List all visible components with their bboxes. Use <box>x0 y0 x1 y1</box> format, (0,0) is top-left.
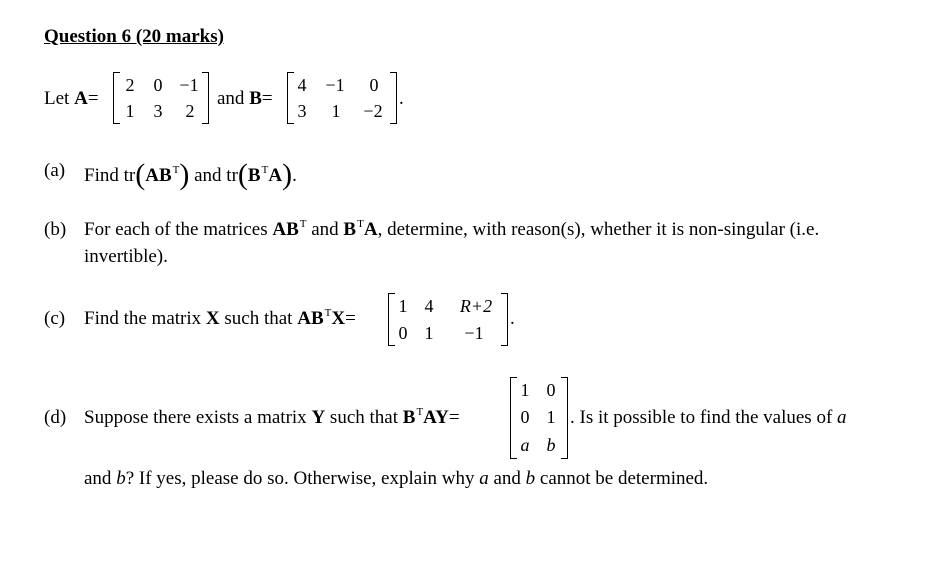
part-d-text3: . Is it possible to find the values of <box>570 407 833 428</box>
part-d-text-after <box>570 407 847 429</box>
matrix-d-cell: b <box>546 435 556 455</box>
b-symbol: B <box>247 165 261 186</box>
trace-text: tr <box>123 165 136 186</box>
part-d-text <box>84 407 460 429</box>
transpose-sup: T <box>299 218 307 230</box>
matrix-d <box>510 377 568 459</box>
equals-sign: = <box>87 88 99 109</box>
matrix-c-cell: −1 <box>464 323 484 343</box>
part-d-line2-1: and <box>84 468 112 489</box>
period: . <box>292 165 297 186</box>
equals-sign: = <box>261 88 273 109</box>
and-text: and <box>311 219 339 240</box>
part-b-text2: , determine, with reason(s), whether it is non-singular (i.e. <box>377 219 820 240</box>
part-b-label: (b) <box>44 219 67 240</box>
ab-symbol: AB <box>145 165 172 186</box>
matrix-a-cell: 1 <box>125 101 135 121</box>
matrix-d-cell: 1 <box>520 380 530 400</box>
matrix-a-cell: 3 <box>153 101 163 121</box>
var-b: b <box>116 468 126 489</box>
matrix-d-cell: 0 <box>546 380 556 400</box>
part-d-text2: such that <box>329 407 398 428</box>
part-d-label: (d) <box>44 407 67 428</box>
let-text: Let <box>44 88 70 109</box>
b-symbol: B <box>402 407 416 428</box>
matrix-c-cell: 4 <box>424 296 434 316</box>
matrix-b <box>287 72 397 124</box>
b-symbol: B <box>343 219 357 240</box>
matrix-a-cell: −1 <box>179 75 199 95</box>
matrix-a-cell: 2 <box>185 101 195 121</box>
part-d-line2-3: and <box>493 468 521 489</box>
var-a: a <box>837 407 847 428</box>
part-b-text1: For each of the matrices <box>84 219 268 240</box>
part-c-text1: Find the matrix <box>84 308 202 329</box>
transpose-sup: T <box>261 164 269 176</box>
matrix-b-name: B <box>249 88 262 109</box>
a-symbol: A <box>363 219 378 240</box>
var-b: b <box>525 468 536 489</box>
trace-text: tr <box>226 165 238 186</box>
matrix-b-cell: 0 <box>369 75 379 95</box>
x-symbol: X <box>205 308 220 329</box>
given-let <box>44 88 99 110</box>
ay-symbol: AY <box>423 407 449 428</box>
matrix-d-cell: 0 <box>520 407 530 427</box>
equals-sign: = <box>448 407 460 428</box>
matrix-c <box>388 293 508 346</box>
var-a: a <box>479 468 489 489</box>
matrix-c-cell: 0 <box>398 323 408 343</box>
matrix-b-cell: −1 <box>325 75 345 95</box>
ab-symbol: AB <box>297 308 324 329</box>
find-text: Find <box>84 165 119 186</box>
transpose-sup: T <box>172 164 180 176</box>
matrix-c-cell: 1 <box>424 323 434 343</box>
part-d-line2 <box>84 468 708 490</box>
part-b-line2: invertible). <box>84 246 168 267</box>
matrix-a-cell: 2 <box>125 75 135 95</box>
matrix-c-cell: 1 <box>398 296 408 316</box>
given-end: . <box>399 88 404 109</box>
part-c-end: . <box>510 308 515 329</box>
part-d-line2-4: cannot be determined. <box>539 468 709 489</box>
matrix-a-name: A <box>74 88 88 109</box>
matrix-d-cell: 1 <box>546 407 556 427</box>
matrix-b-cell: 3 <box>297 101 307 121</box>
part-c-label: (c) <box>44 308 66 329</box>
transpose-sup: T <box>357 218 364 230</box>
and-text: and <box>194 165 222 186</box>
matrix-a-cell: 0 <box>153 75 163 95</box>
part-d-text1: Suppose there exists a matrix <box>84 407 307 428</box>
equals-sign: = <box>345 308 356 329</box>
matrix-b-cell: 4 <box>297 75 307 95</box>
transpose-sup: T <box>416 406 424 418</box>
y-symbol: Y <box>311 407 326 428</box>
transpose-sup: T <box>324 307 332 319</box>
matrix-a <box>113 72 209 124</box>
matrix-b-cell: −2 <box>363 101 383 121</box>
part-b-line1 <box>84 219 819 241</box>
a-symbol: A <box>268 165 283 186</box>
question-title: Question 6 (20 marks) <box>44 26 224 47</box>
matrix-c-cell: R+2 <box>459 296 493 316</box>
and-text: and <box>217 88 245 109</box>
x-symbol: X <box>331 308 346 329</box>
part-c-text <box>84 308 356 330</box>
ab-symbol: AB <box>272 219 299 240</box>
part-c-text2: such that <box>224 308 293 329</box>
matrix-b-cell: 1 <box>331 101 341 121</box>
given-and <box>217 88 273 110</box>
matrix-d-cell: a <box>520 435 530 455</box>
part-d-line2-2: ? If yes, please do so. Otherwise, explain why <box>125 468 475 489</box>
part-a-label: (a) <box>44 160 66 181</box>
part-a-text: Find $tr(AB^T)$ and $tr(B^TA)$. <box>84 158 297 191</box>
